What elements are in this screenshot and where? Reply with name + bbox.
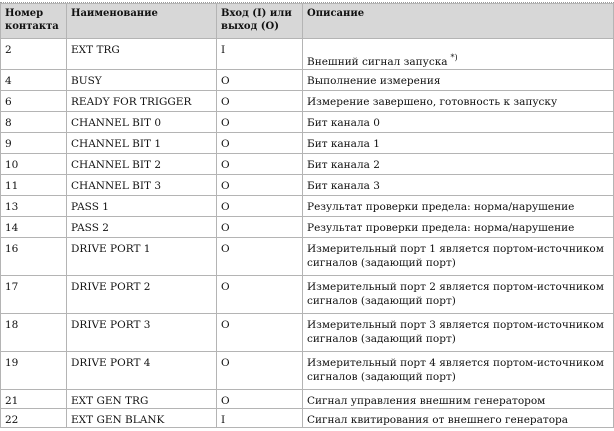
cell-name: CHANNEL BIT 0 <box>67 112 217 133</box>
cell-pin: 19 <box>1 352 67 390</box>
cell-direction: I <box>217 409 303 428</box>
cell-description <box>303 276 614 314</box>
cell-description <box>303 352 614 390</box>
header-pin-number <box>1 4 67 39</box>
cell-name: CHANNEL BIT 3 <box>67 175 217 196</box>
cell-pin: 8 <box>1 112 67 133</box>
cell-name: CHANNEL BIT 1 <box>67 133 217 154</box>
header-description: Описание <box>303 4 614 39</box>
cell-pin: 22 <box>1 409 67 428</box>
cell-description: Бит канала 3 <box>303 175 614 196</box>
cell-name: EXT TRG <box>67 39 217 70</box>
table-row <box>1 91 614 112</box>
cell-name: DRIVE PORT 2 <box>67 276 217 314</box>
cell-pin: 10 <box>1 154 67 175</box>
table-row <box>1 175 614 196</box>
cell-description: Бит канала 0 <box>303 112 614 133</box>
table-row <box>1 238 614 276</box>
description-line-2: сигналов (задающий порт) <box>307 257 456 269</box>
cell-pin: 13 <box>1 196 67 217</box>
description-line-1: Измерительный порт 2 является портом-источником <box>307 281 604 293</box>
cell-direction: O <box>217 314 303 352</box>
footnote-marker: *) <box>450 53 458 62</box>
cell-pin: 16 <box>1 238 67 276</box>
description-line-2: сигналов (задающий порт) <box>307 295 456 307</box>
cell-pin: 18 <box>1 314 67 352</box>
cell-direction: O <box>217 70 303 91</box>
cell-pin: 14 <box>1 217 67 238</box>
cell-name: CHANNEL BIT 2 <box>67 154 217 175</box>
cell-description <box>303 314 614 352</box>
table-header-row <box>1 4 614 39</box>
cell-name: DRIVE PORT 4 <box>67 352 217 390</box>
header-dir-line-1: Вход (I) или <box>221 8 292 19</box>
cell-description <box>303 238 614 276</box>
description-line-2: сигналов (задающий порт) <box>307 333 456 345</box>
header-pin-line-2: контакта <box>5 21 59 32</box>
cell-direction: I <box>217 39 303 70</box>
table-row <box>1 70 614 91</box>
cell-direction: O <box>217 196 303 217</box>
cell-pin: 4 <box>1 70 67 91</box>
cell-name: EXT GEN BLANK <box>67 409 217 428</box>
description-line-1: Измерительный порт 1 является портом-источником <box>307 243 604 255</box>
table-row <box>1 196 614 217</box>
cell-description: Сигнал квитирования от внешнего генератора <box>303 409 614 428</box>
header-dir-line-2: выход (O) <box>221 21 279 32</box>
cell-description: Бит канала 1 <box>303 133 614 154</box>
cell-pin: 9 <box>1 133 67 154</box>
cell-direction: O <box>217 276 303 314</box>
header-direction <box>217 4 303 39</box>
cell-direction: O <box>217 91 303 112</box>
description-line-1: Измерительный порт 4 является портом-источником <box>307 357 604 369</box>
cell-name: EXT GEN TRG <box>67 390 217 409</box>
cell-direction: O <box>217 352 303 390</box>
cell-pin: 21 <box>1 390 67 409</box>
cell-description: Результат проверки предела: норма/нарушение <box>303 196 614 217</box>
cell-pin: 11 <box>1 175 67 196</box>
description-line-1: Измерительный порт 3 является портом-источником <box>307 319 604 331</box>
table-row <box>1 276 614 314</box>
header-pin-line-1: Номер <box>5 8 44 19</box>
description-text: Внешний сигнал запуска <box>307 56 448 68</box>
cell-direction: O <box>217 217 303 238</box>
cell-description: Выполнение измерения <box>303 70 614 91</box>
pin-assignment-table <box>0 3 614 428</box>
cell-direction: O <box>217 112 303 133</box>
cell-name: PASS 1 <box>67 196 217 217</box>
cell-description: Сигнал управления внешним генератором <box>303 390 614 409</box>
cell-direction: O <box>217 133 303 154</box>
cell-description: Бит канала 2 <box>303 154 614 175</box>
cell-description: Результат проверки предела: норма/нарушение <box>303 217 614 238</box>
table-row <box>1 39 614 70</box>
cell-pin: 2 <box>1 39 67 70</box>
table-row <box>1 352 614 390</box>
table-row <box>1 133 614 154</box>
table-row <box>1 217 614 238</box>
cell-name: DRIVE PORT 1 <box>67 238 217 276</box>
table-row <box>1 314 614 352</box>
cell-direction: O <box>217 238 303 276</box>
table-row <box>1 112 614 133</box>
cell-direction: O <box>217 390 303 409</box>
table-row <box>1 390 614 409</box>
table-row <box>1 154 614 175</box>
cell-name: PASS 2 <box>67 217 217 238</box>
description-line-2: сигналов (задающий порт) <box>307 371 456 383</box>
cell-name: DRIVE PORT 3 <box>67 314 217 352</box>
cell-pin: 6 <box>1 91 67 112</box>
cell-description <box>303 39 614 70</box>
cell-pin: 17 <box>1 276 67 314</box>
cell-name: BUSY <box>67 70 217 91</box>
header-name: Наименование <box>67 4 217 39</box>
cell-direction: O <box>217 175 303 196</box>
cell-name: READY FOR TRIGGER <box>67 91 217 112</box>
cell-description: Измерение завершено, готовность к запуску <box>303 91 614 112</box>
table-row <box>1 409 614 428</box>
cell-direction: O <box>217 154 303 175</box>
